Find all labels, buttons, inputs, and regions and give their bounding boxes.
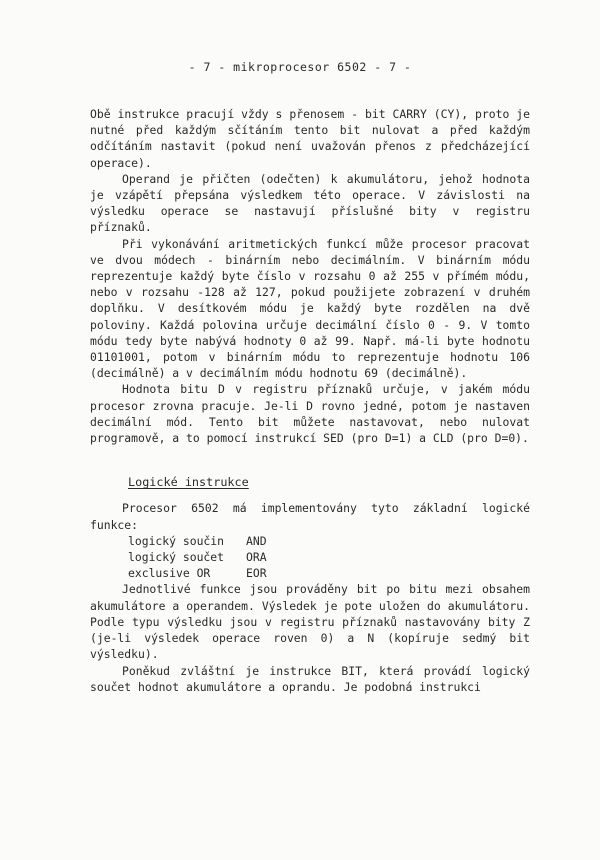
list-item <box>128 549 530 565</box>
paragraph-logic-intro: Procesor 6502 má implementovány tyto základní logické funkce: <box>90 501 530 532</box>
paragraph-decimal-flag: Hodnota bitu D v registru příznaků určuje, v jakém módu procesor zrovna pracuje. Je-li D rovno jedné, potom je nastaven decimální mód. Tento bit můžete nastavovat, nebo nulovat programově, a to pomocí instrukcí SED (pro D=1) a CLD (pro D=0). <box>90 382 530 446</box>
paragraph-operand: Operand je přičten (odečten) k akumulátoru, jehož hodnota je vzápětí přepsána výsledkem této operace. V závislosti na výsledku operace se nastavují příslušné bity v registru příznaků. <box>90 171 530 235</box>
paragraph-bit-instruction: Poněkud zvláštní je instrukce BIT, která provádí logický součet hodnot akumulátore a oprandu. Je podobná instrukci <box>90 663 530 694</box>
function-op: EOR <box>246 566 267 581</box>
paragraph-carry: Obě instrukce pracují vždy s přenosem - bit CARRY (CY), proto je nutné před každým sčítáním tento bit nulovat a před každým odčítáním nastavit (pokud není uvažován přenos z předcházející operace). <box>90 107 530 170</box>
function-op: ORA <box>246 550 267 565</box>
page-header: - 7 - mikroprocesor 6502 - 7 - <box>188 60 412 74</box>
section-heading: Logické instrukce <box>128 475 249 490</box>
logic-function-list <box>128 533 530 582</box>
paragraph-modes: Při vykonávání aritmetických funkcí může procesor pracovat ve dvou módech - binárním nebo decimálním. V binárním módu reprezentuje každý byte číslo v rozsahu 0 až 255 v přímém módu, nebo v rozsahu -128 až 127, pokud použijete zobrazení v druhém doplňku. V desítkovém módu je každý byte rozdělen na dvě poloviny. Každá polovina určuje decimální číslo 0 - 9. V tomto módu tedy byte nabývá hodnoty 0 až 99. Např. má-li byte hodnotu 01101001, potom v binárním módu to reprezentuje hodnotu 106 (decimálně) a v decimálním módu hodnotu 69 (decimálně). <box>90 236 530 381</box>
list-item <box>128 565 530 581</box>
function-name: exclusive OR <box>128 566 211 581</box>
paragraph-bitwise: Jednotlivé funkce jsou prováděny bit po bitu mezi obsahem akumulátore a operandem. Výsledek je pote uložen do akumulátoru. Podle typu výsledku jsou v registru příznaků nastavovány bity Z (je-li výsledek operace roven 0) a N (kopíruje sedmý bit výsledku). <box>90 582 530 662</box>
function-op: AND <box>246 533 267 548</box>
function-name: logický součin <box>128 533 225 548</box>
list-item <box>128 533 530 549</box>
page-body <box>90 106 530 695</box>
function-name: logický součet <box>128 550 225 565</box>
